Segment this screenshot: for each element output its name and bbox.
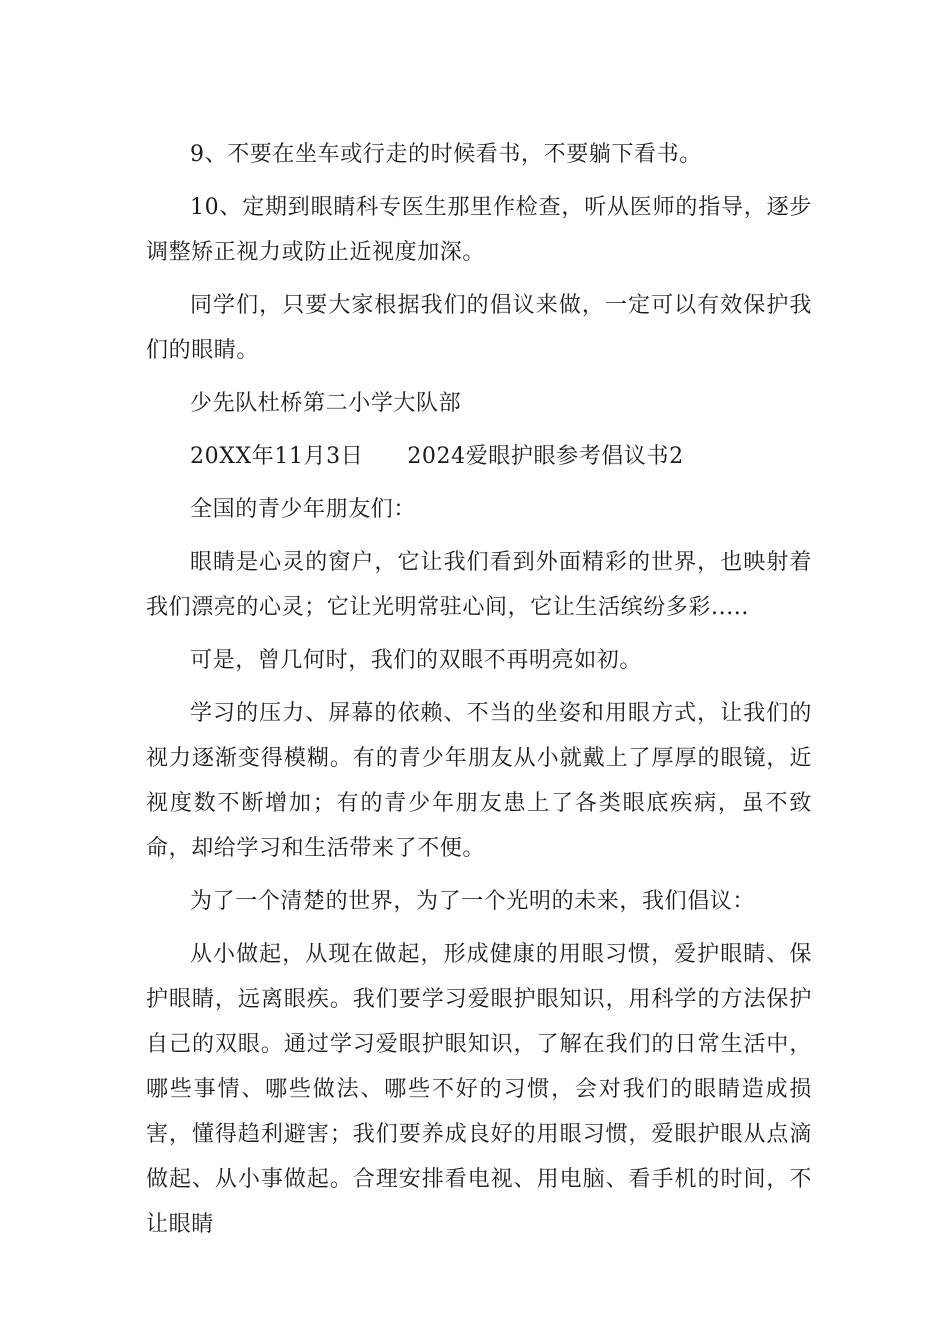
letter-paragraph-pressure: 学习的压力、屏幕的依赖、不当的坐姿和用眼方式，让我们的视力逐渐变得模糊。有的青少年朋友从小就戴上了厚厚的眼镜，近视度数不断增加；有的青少年朋友患上了各类眼底疾病，虽不致命，却给学习和生活带来了不便。: [146, 701, 812, 861]
date-and-next-title-line: [146, 434, 812, 479]
signature-organization: 少先队杜桥第二小学大队部: [190, 391, 462, 416]
letter-paragraph-proposal: 为了一个清楚的世界，为了一个光明的未来，我们倡议：: [190, 889, 756, 914]
closing-paragraph: 同学们，只要大家根据我们的倡议来做，一定可以有效保护我们的眼睛。: [146, 293, 812, 363]
salutation: 全国的青少年朋友们：: [190, 497, 417, 522]
document-body: [146, 132, 812, 1255]
tip-9-paragraph: 9、不要在坐车或行走的时候看书，不要躺下看书。: [190, 142, 702, 167]
letter-paragraph-actions: 从小做起，从现在做起，形成健康的用眼习惯，爱护眼睛、保护眼睛，远离眼疾。我们要学习爱眼护眼知识，用科学的方法保护自己的双眼。通过学习爱眼护眼知识，了解在我们的日常生活中，哪些事情、哪些做法、哪些不好的习惯，会对我们的眼睛造成损害，懂得趋利避害；我们要养成良好的用眼习惯，爱眼护眼从点滴做起、从小事做起。合理安排看电视、用电脑、看手机的时间，不让眼睛: [146, 942, 812, 1237]
next-document-title: 2024爱眼护眼参考倡议书2: [407, 444, 684, 469]
letter-paragraph-change: 可是，曾几何时，我们的双眼不再明亮如初。: [190, 648, 643, 673]
signature-date: 20XX年11月3日: [190, 444, 364, 469]
letter-paragraph-eyes: 眼睛是心灵的窗户，它让我们看到外面精彩的世界，也映射着我们漂亮的心灵；它让光明常驻心间，它让生活缤纷多彩.....: [146, 550, 812, 620]
tip-10-paragraph: 10、定期到眼睛科专医生那里作检查，听从医师的指导，逐步调整矫正视力或防止近视度加深。: [146, 195, 812, 265]
